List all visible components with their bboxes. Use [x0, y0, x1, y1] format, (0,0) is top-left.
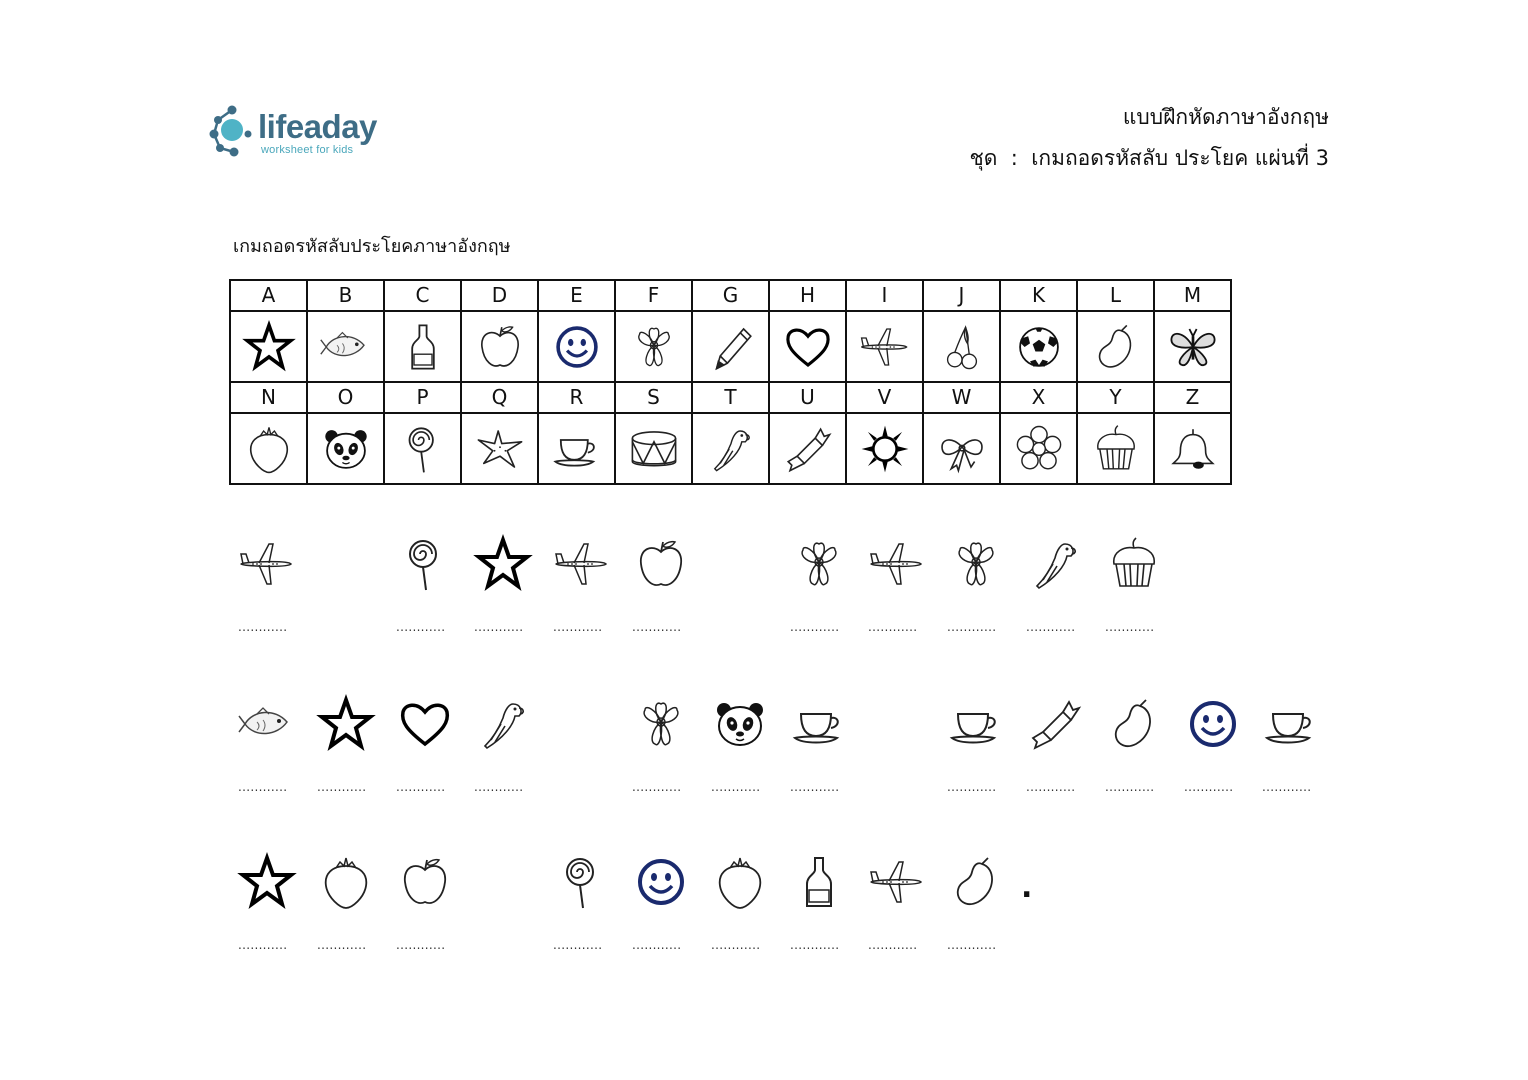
key-picture-l [1077, 311, 1154, 382]
answer-blank[interactable]: ............ [1026, 780, 1076, 794]
cup-icon [946, 694, 1006, 754]
answer-blank[interactable]: ............ [396, 938, 446, 952]
bottle-icon [396, 320, 450, 374]
key-picture-u [769, 413, 846, 484]
flower-icon [789, 534, 849, 594]
key-letter-h: H [769, 280, 846, 311]
key-letter-r: R [538, 382, 615, 413]
sentence-period: . [1021, 870, 1033, 905]
key-letter-f: F [615, 280, 692, 311]
flower-icon [946, 534, 1006, 594]
logo-tagline: worksheet for kids [261, 144, 354, 156]
key-picture-z [1154, 413, 1231, 484]
cipher-cell [786, 852, 852, 952]
apple-icon [631, 534, 691, 594]
answer-blank[interactable]: ............ [632, 780, 682, 794]
cupcake-icon [1104, 534, 1164, 594]
cipher-cell [786, 694, 852, 794]
lollipop-icon [552, 852, 612, 912]
answer-blank[interactable]: ............ [238, 780, 288, 794]
cipher-cell [234, 852, 300, 952]
instruction-text: เกมถอดรหัสลับประโยคภาษาอังกฤษ [233, 236, 511, 257]
cipher-cell [392, 852, 458, 952]
cipher-cell [943, 534, 1009, 634]
key-picture-y [1077, 413, 1154, 484]
butterfly-icon [1166, 320, 1220, 374]
key-letter-v: V [846, 382, 923, 413]
answer-blank[interactable]: ............ [317, 938, 367, 952]
key-letter-t: T [692, 382, 769, 413]
airplane-icon [858, 320, 912, 374]
key-letter-o: O [307, 382, 384, 413]
key-picture-n [230, 413, 307, 484]
cipher-cell [864, 534, 930, 634]
cup-icon [1261, 694, 1321, 754]
cupcake-icon [1089, 422, 1143, 476]
answer-blank[interactable]: ............ [790, 938, 840, 952]
drum-icon [627, 422, 681, 476]
key-picture-t [692, 413, 769, 484]
mango-icon [946, 852, 1006, 912]
key-letter-u: U [769, 382, 846, 413]
starfish-icon [473, 422, 527, 476]
cipher-cell [392, 534, 458, 634]
lollipop-icon [396, 422, 450, 476]
key-picture-m [1154, 311, 1231, 382]
apple-icon [473, 320, 527, 374]
cipher-cell [943, 852, 1009, 952]
key-picture-i [846, 311, 923, 382]
answer-blank[interactable]: ............ [868, 938, 918, 952]
answer-blank[interactable]: ............ [317, 780, 367, 794]
cipher-cell [549, 852, 615, 952]
key-letter-m: M [1154, 280, 1231, 311]
logo-wordmark: lifeaday [258, 108, 377, 145]
key-picture-r [538, 413, 615, 484]
answer-blank[interactable]: ............ [947, 620, 997, 634]
key-picture-v [846, 413, 923, 484]
cipher-cell [313, 852, 379, 952]
answer-blank[interactable]: ............ [474, 620, 524, 634]
key-picture-j [923, 311, 1000, 382]
lifeaday-logo [208, 104, 408, 164]
strawberry-icon [242, 422, 296, 476]
strawberry-icon [710, 852, 770, 912]
answer-blank[interactable]: ............ [1262, 780, 1312, 794]
answer-blank[interactable]: ............ [553, 620, 603, 634]
bottle-icon [789, 852, 849, 912]
answer-blank[interactable]: ............ [632, 938, 682, 952]
cup-icon [789, 694, 849, 754]
flower-icon [631, 694, 691, 754]
key-picture-p [384, 413, 461, 484]
cipher-cell [707, 694, 773, 794]
cipher-cell [1022, 694, 1088, 794]
cipher-cell [549, 534, 615, 634]
cipher-cell [1180, 694, 1246, 794]
sun-icon [858, 422, 912, 476]
cipher-cell [313, 694, 379, 794]
key-letter-i: I [846, 280, 923, 311]
key-letter-w: W [923, 382, 1000, 413]
star-icon [316, 694, 376, 754]
cipher-cell [628, 534, 694, 634]
cipher-cell [392, 694, 458, 794]
cup-icon [550, 422, 604, 476]
answer-blank[interactable]: ............ [947, 938, 997, 952]
key-picture-h [769, 311, 846, 382]
fish-icon [237, 694, 297, 754]
key-letter-n: N [230, 382, 307, 413]
soccer-ball-icon [1012, 320, 1066, 374]
cipher-cell [470, 534, 536, 634]
parrot-icon [473, 694, 533, 754]
answer-blank[interactable]: ............ [711, 780, 761, 794]
apple-icon [395, 852, 455, 912]
star-icon [237, 852, 297, 912]
key-letter-k: K [1000, 280, 1077, 311]
airplane-icon [867, 534, 927, 594]
key-letter-j: J [923, 280, 1000, 311]
answer-blank[interactable]: ............ [790, 620, 840, 634]
panda-icon [710, 694, 770, 754]
heart-icon [395, 694, 455, 754]
heart-icon [781, 320, 835, 374]
key-letter-z: Z [1154, 382, 1231, 413]
cipher-cell [234, 694, 300, 794]
key-picture-f [615, 311, 692, 382]
worksheet-title: แบบฝึกหัดภาษาอังกฤษ [1122, 105, 1329, 129]
answer-blank[interactable]: ............ [396, 620, 446, 634]
key-picture-w [923, 413, 1000, 484]
strawberry-icon [316, 852, 376, 912]
key-picture-k [1000, 311, 1077, 382]
fish-icon [319, 320, 373, 374]
cipher-cell [1101, 534, 1167, 634]
answer-blank[interactable]: ............ [947, 780, 997, 794]
key-letter-d: D [461, 280, 538, 311]
key-letter-y: Y [1077, 382, 1154, 413]
key-picture-e [538, 311, 615, 382]
key-picture-a [230, 311, 307, 382]
answer-blank[interactable]: ............ [1105, 780, 1155, 794]
key-letter-s: S [615, 382, 692, 413]
key-picture-b [307, 311, 384, 382]
key-letter-a: A [230, 280, 307, 311]
bow-icon [935, 422, 989, 476]
mango-icon [1089, 320, 1143, 374]
airplane-icon [552, 534, 612, 594]
molecule-logo-icon [208, 104, 256, 158]
key-letter-x: X [1000, 382, 1077, 413]
cipher-cell [707, 852, 773, 952]
answer-blank[interactable]: ............ [238, 620, 288, 634]
key-letter-g: G [692, 280, 769, 311]
cherry-icon [935, 320, 989, 374]
cipher-cell [234, 534, 300, 634]
airplane-icon [237, 534, 297, 594]
smiley-icon [631, 852, 691, 912]
star-icon [473, 534, 533, 594]
cipher-cell [1022, 534, 1088, 634]
cipher-cell [628, 694, 694, 794]
bell-icon [1166, 422, 1220, 476]
answer-blank[interactable]: ............ [790, 780, 840, 794]
answer-blank[interactable]: ............ [632, 620, 682, 634]
smiley-icon [550, 320, 604, 374]
answer-blank[interactable]: ............ [868, 620, 918, 634]
key-letter-e: E [538, 280, 615, 311]
answer-blank[interactable]: ............ [711, 938, 761, 952]
star-icon [242, 320, 296, 374]
key-letter-l: L [1077, 280, 1154, 311]
cipher-cell [864, 852, 930, 952]
answer-blank[interactable]: ............ [553, 938, 603, 952]
cipher-cell [786, 534, 852, 634]
blossom-icon [1012, 422, 1066, 476]
airplane-icon [867, 852, 927, 912]
answer-blank[interactable]: ............ [238, 938, 288, 952]
key-picture-g [692, 311, 769, 382]
answer-blank[interactable]: ............ [396, 780, 446, 794]
cipher-cell [1258, 694, 1324, 794]
answer-blank[interactable]: ............ [1184, 780, 1234, 794]
mango-icon [1104, 694, 1164, 754]
cipher-cell [943, 694, 1009, 794]
parrot-icon [1025, 534, 1085, 594]
key-picture-c [384, 311, 461, 382]
cipher-cell [628, 852, 694, 952]
cipher-cell [1101, 694, 1167, 794]
candy-icon [1025, 694, 1085, 754]
candy-icon [781, 422, 835, 476]
key-letter-q: Q [461, 382, 538, 413]
pencil-icon [704, 320, 758, 374]
key-picture-o [307, 413, 384, 484]
key-picture-s [615, 413, 692, 484]
key-letter-b: B [307, 280, 384, 311]
parrot-icon [704, 422, 758, 476]
lollipop-icon [395, 534, 455, 594]
flower-icon [627, 320, 681, 374]
cipher-key-table [229, 279, 1232, 485]
key-letter-p: P [384, 382, 461, 413]
answer-blank[interactable]: ............ [474, 780, 524, 794]
worksheet-subtitle: ชุด : เกมถอดรหัสลับ ประโยค แผ่นที่ 3 [969, 146, 1329, 170]
key-letter-c: C [384, 280, 461, 311]
key-picture-d [461, 311, 538, 382]
key-picture-q [461, 413, 538, 484]
smiley-icon [1183, 694, 1243, 754]
answer-blank[interactable]: ............ [1026, 620, 1076, 634]
answer-blank[interactable]: ............ [1105, 620, 1155, 634]
key-picture-x [1000, 413, 1077, 484]
cipher-cell [470, 694, 536, 794]
panda-icon [319, 422, 373, 476]
